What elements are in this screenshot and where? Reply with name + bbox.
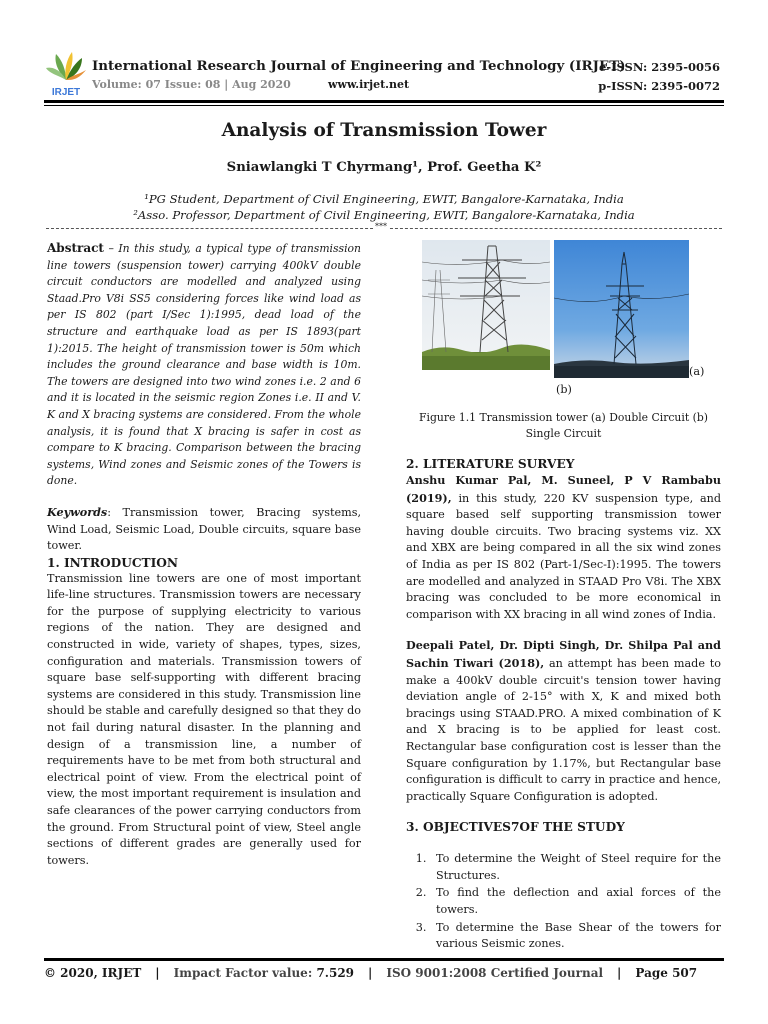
footer-page-number: Page 507 <box>635 966 698 980</box>
intro-heading: 1. INTRODUCTION <box>47 555 179 570</box>
journal-url[interactable]: www.irjet.net <box>328 78 410 91</box>
footer-iso: ISO 9001:2008 Certified Journal <box>386 966 604 980</box>
footer-rule <box>44 958 724 961</box>
literature-entry-1-authors: Anshu Kumar Pal, M. Suneel, P V Rambabu (2019), <box>406 473 721 505</box>
paper-title: Analysis of Transmission Tower <box>221 120 547 141</box>
abstract-dash: – <box>103 242 119 255</box>
affiliation-2: ²Asso. Professor, Department of Civil Engineering, EWIT, Bangalore-Karnataka, India <box>133 208 635 222</box>
page-footer <box>44 966 724 980</box>
right-column <box>406 240 721 954</box>
figure-label-a: (a) <box>689 365 705 378</box>
svg-text:IRJET: IRJET <box>51 87 81 98</box>
header-rule <box>44 100 724 103</box>
literature-entry-1-text: in this study, 220 KV suspension type, and square based self supporting transmission tower having double circuits. Two bracing systems viz. XX and XBX are being compared in all the six wind zones of India as per IS 802 (Part-1/Sec-I):1995. The towers are modelled and analyzed in STAAD Pro V8i. The XBX bracing was concluded to be more economical in comparison with XX bracing in all wind zones of India. <box>406 491 721 621</box>
affiliation-1: ¹PG Student, Department of Civil Engineering, EWIT, Bangalore-Karnataka, India <box>144 192 624 206</box>
single-circuit-tower-image <box>554 240 689 378</box>
literature-entry-2-text: an attempt has been made to make a 400kV double circuit's tension tower having deviation angle of 2-15° with X, K and mixed both bracings using STAAD.PRO. A mixed combination of K and X bracing is to be applied for least cost. Rectangular base configuration cost is lesser than the Square configuration by 1.17%, but Rectangular base configuration is difficult to carry in practice and hence, practically Square Configuration is adopted. <box>406 656 721 803</box>
footer-divider: | <box>368 966 373 980</box>
keywords <box>47 504 361 555</box>
literature-entry-1 <box>406 472 721 623</box>
figure-caption: Figure 1.1 Transmission tower (a) Double Circuit (b) Single Circuit <box>419 411 708 440</box>
footer-divider: | <box>617 966 622 980</box>
intro-text: Transmission line towers are one of most important life-line structures. Transmission towers are necessary for the purpose of supplying electricity to various regions of the nation. They are designed and constructed in wide, variety of shapes, types, sizes, configuration and materials. Transmission towers of square base self-supporting with different bracing systems are considered in this study. Transmission line should be stable and carefully designed so that they do not fail during natural disaster. In the planning and design of a transmission line, a number of requirements have to be met from both structural and electrical point of view. From the electrical point of view, the most important requirement is insulation and safe clearances of the power carrying conductors from the ground. From Structural point of view, Steel angle sections of different grades are generally used for towers. <box>47 571 361 867</box>
footer-copyright: © 2020, IRJET <box>44 966 142 980</box>
footer-impact-label: Impact Factor value: <box>173 966 313 980</box>
p-issn: p-ISSN: 2395-0072 <box>598 79 720 93</box>
abstract <box>47 240 361 490</box>
literature-entry-2-authors: Deepali Patel, Dr. Dipti Singh, Dr. Shilpa Pal and Sachin Tiwari (2018), <box>406 638 721 670</box>
left-column <box>47 240 361 869</box>
objectives-heading: 3. OBJECTIVES7OF THE STUDY <box>406 820 625 835</box>
separator-stars: *** <box>375 222 387 231</box>
footer-divider: | <box>155 966 160 980</box>
abstract-text: In this study, a typical type of transmission line towers (suspension tower) carrying 400kV double circuit conductors are modelled and analyzed using Staad.Pro V8i SS5 considering forces like wind load as per IS 802 (part I/Sec 1):1995, dead load of the structure and earthquake load as per IS 1893(part 1):2015. The height of transmission tower is 50m which includes the ground clearance and base width is 10m. The towers are designed into two wind zones i.e. 2 and 6 and it is located in the seismic region Zones i.e. II and V. K and X bracing systems are considered. From the whole analysis, it is found that X bracing is safer in cost as compare to K bracing. Comparison between the bracing systems, Wind zones and Seismic zones of the Towers is done. <box>47 242 361 488</box>
objectives-list <box>406 851 721 953</box>
objective-item: 3. To determine the Base Shear of the towers for various Seismic zones. <box>430 920 721 953</box>
figure-label-b: (b) <box>556 383 572 396</box>
objective-item: 2. To find the deflection and axial forces of the towers. <box>430 885 721 918</box>
paper-authors: Sniawlangki T Chyrmang¹, Prof. Geetha K² <box>226 160 542 175</box>
e-issn: e-ISSN: 2395-0056 <box>599 60 720 74</box>
literature-heading: 2. LITERATURE SURVEY <box>406 457 575 471</box>
journal-volume: Volume: 07 Issue: 08 | Aug 2020 <box>92 78 291 91</box>
objective-item: 1. To determine the Weight of Steel require for the Structures. <box>430 851 721 884</box>
footer-impact-value: 7.529 <box>316 966 355 980</box>
keywords-text: : Transmission tower, Bracing systems, Wind Load, Seismic Load, Double circuits, square base tower. <box>47 505 361 553</box>
abstract-label: Abstract <box>47 241 104 255</box>
figure-1-1 <box>406 240 721 396</box>
literature-entry-2 <box>406 637 721 805</box>
logo-leaf-icon <box>46 52 86 80</box>
double-circuit-tower-image <box>422 240 550 370</box>
header-rule-thin <box>44 105 724 106</box>
irjet-logo <box>44 50 88 98</box>
journal-title: International Research Journal of Engineering and Technology (IRJET) <box>92 58 626 74</box>
keywords-label: Keywords <box>47 504 108 519</box>
